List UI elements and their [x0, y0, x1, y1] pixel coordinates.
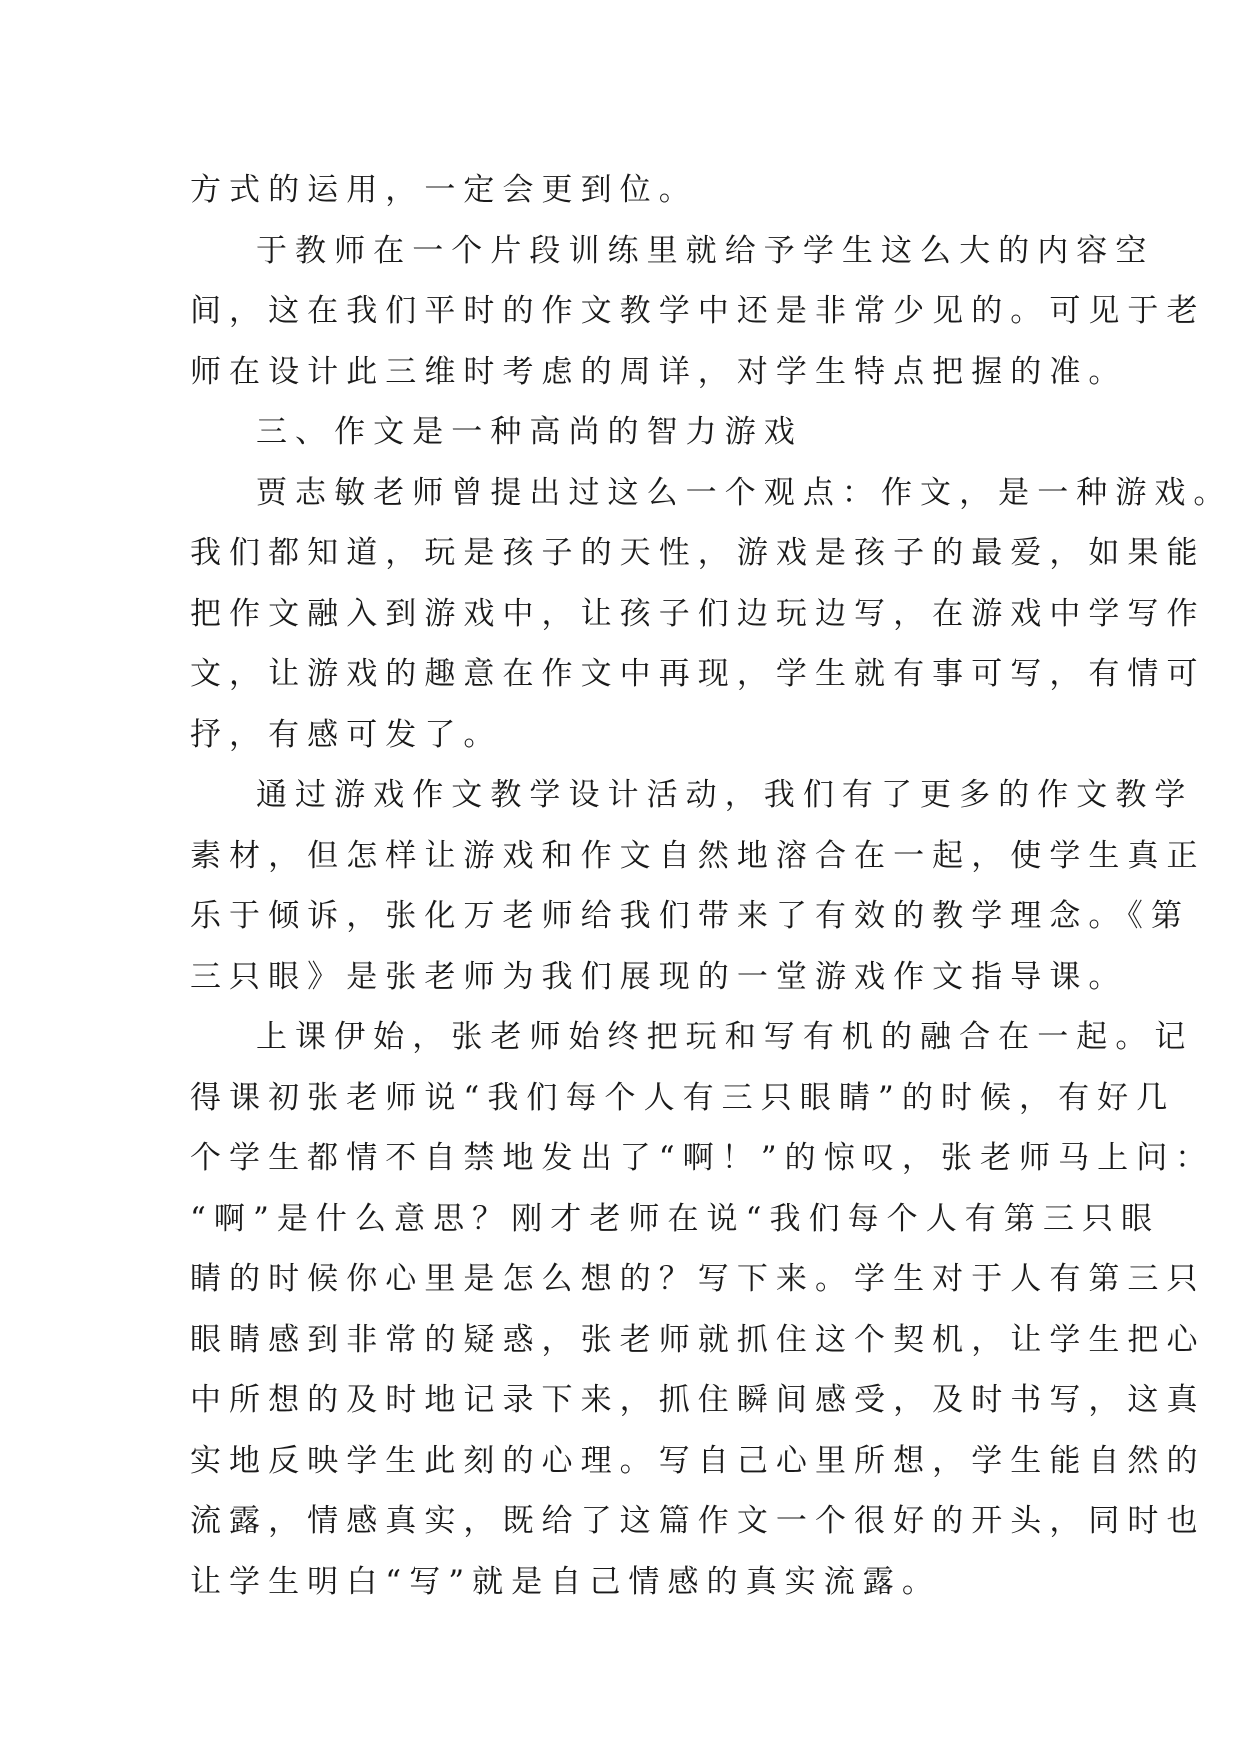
text-line-3: 间，这在我们平时的作文教学中还是非常少见的。可见于老 — [190, 293, 1206, 329]
text-line-4: 师在设计此三维时考虑的周详，对学生特点把握的准。 — [190, 353, 1128, 390]
text-line-22: 实地反映学生此刻的心理。写自己心里所想，学生能自然的 — [190, 1442, 1206, 1479]
text-line-9: 文，让游戏的趣意在作文中再现，学生就有事可写，有情可 — [190, 656, 1206, 692]
text-line-6: 贾志敏老师曾提出过这么一个观点：作文，是一种游戏。 — [256, 474, 1233, 511]
document-body — [190, 160, 1233, 1612]
text-line-7: 我们都知道，玩是孩子的天性，游戏是孩子的最爱，如果能 — [190, 535, 1206, 571]
text-line-8: 把作文融入到游戏中，让孩子们边玩边写，在游戏中学写作 — [190, 595, 1206, 632]
text-line-21: 中所想的及时地记录下来，抓住瞬间感受，及时书写，这真 — [190, 1382, 1206, 1418]
section-heading: 三、作文是一种高尚的智力游戏 — [256, 414, 803, 450]
text-line-18: “啊”是什么意思？刚才老师在说“我们每个人有第三只眼 — [190, 1200, 1161, 1237]
text-line-16: 得课初张老师说“我们每个人有三只眼睛”的时候，有好几 — [190, 1079, 1176, 1116]
text-line-15: 上课伊始，张老师始终把玩和写有机的融合在一起。记 — [256, 1019, 1194, 1055]
text-line-19: 睛的时候你心里是怎么想的？写下来。学生对于人有第三只 — [190, 1261, 1206, 1297]
text-line-20: 眼睛感到非常的疑惑，张老师就抓住这个契机，让学生把心 — [190, 1321, 1206, 1358]
text-line-24: 让学生明白“写”就是自己情感的真实流露。 — [190, 1563, 941, 1600]
text-line-13: 乐于倾诉，张化万老师给我们带来了有效的教学理念。《第 — [190, 898, 1191, 934]
text-line-12: 素材，但怎样让游戏和作文自然地溶合在一起，使学生真正 — [190, 837, 1206, 874]
text-line-2: 于教师在一个片段训练里就给予学生这么大的内容空 — [256, 232, 1155, 269]
text-line-23: 流露，情感真实，既给了这篇作文一个很好的开头，同时也 — [190, 1503, 1206, 1539]
text-line-1: 方式的运用，一定会更到位。 — [190, 172, 698, 208]
text-line-17: 个学生都情不自禁地发出了“啊！”的惊叹，张老师马上问： — [190, 1140, 1215, 1176]
text-line-11: 通过游戏作文教学设计活动，我们有了更多的作文教学 — [256, 777, 1194, 813]
text-line-14: 三只眼》是张老师为我们展现的一堂游戏作文指导课。 — [190, 958, 1128, 995]
text-line-10: 抒，有感可发了。 — [190, 716, 503, 753]
